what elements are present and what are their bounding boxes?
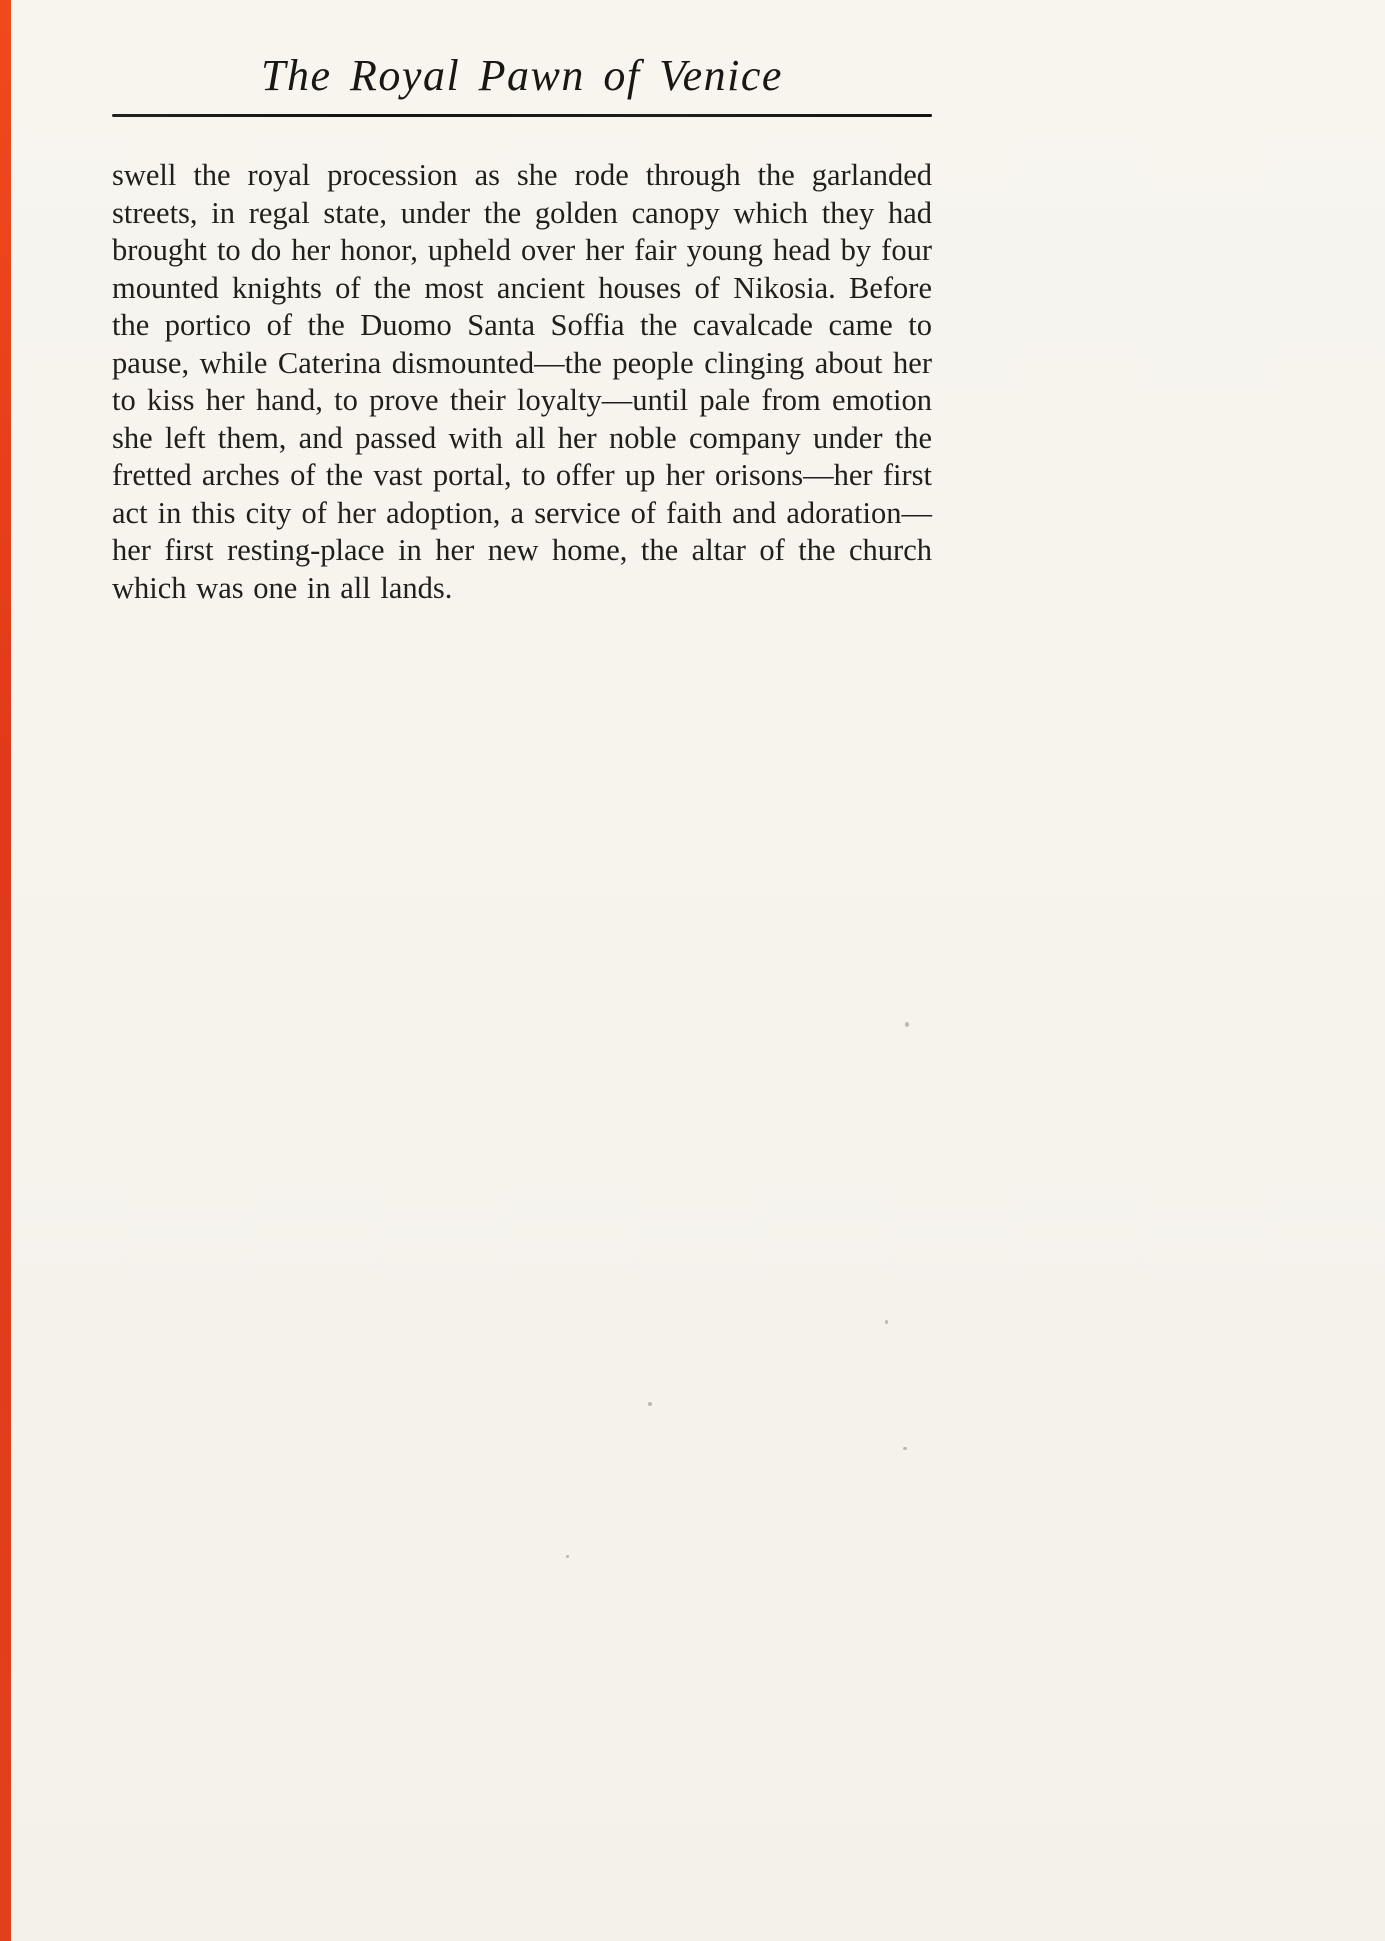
scan-speck — [903, 1447, 907, 1450]
body-paragraph: swell the royal procession as she rode through the garlanded streets, in regal state, under the golden canopy which they had brought to do her honor, upheld over her fair young head by four mounted knights of the most ancient houses of Nikosia. Before the portico of the Duomo Santa Soffia the cavalcade came to pause, while Caterina dismounted—the people clinging about her to kiss her hand, to prove their loyalty—until pale from emotion she left them, and passed with all her noble company under the fretted arches of the vast portal, to offer up her orisons—her first act in this city of her adoption, a service of faith and adoration—her first resting-place in her new home, the altar of the church which was one in all lands. — [112, 158, 932, 605]
page-content — [112, 0, 932, 607]
scan-speck — [566, 1555, 569, 1558]
scan-speck — [885, 1320, 888, 1324]
scan-speck — [905, 1022, 909, 1027]
page-header — [112, 0, 932, 117]
scan-speck — [648, 1402, 652, 1406]
header-rule — [112, 114, 932, 117]
page-title: The Royal Pawn of Venice — [261, 51, 783, 100]
scan-edge-stripe — [0, 0, 11, 1941]
